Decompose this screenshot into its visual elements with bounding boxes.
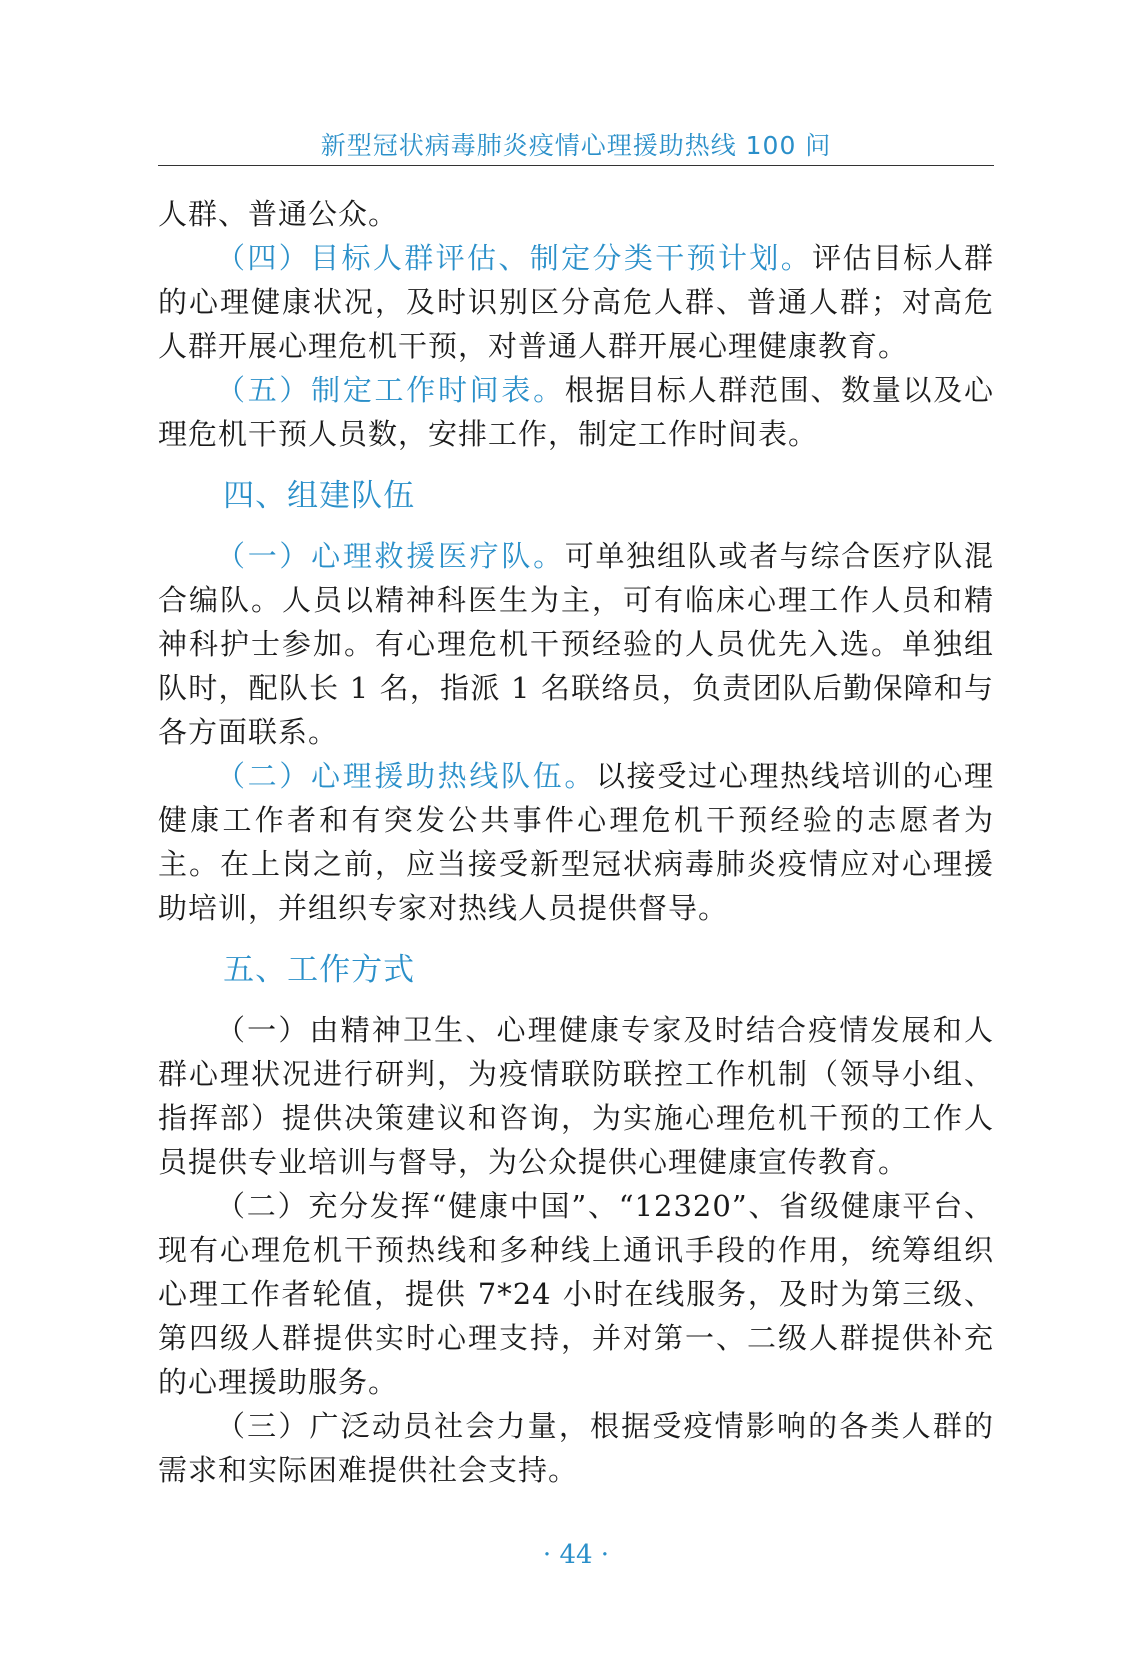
- section-heading-team: 四、组建队伍: [223, 478, 416, 514]
- team-item-two-text: 以接受过心理热线培训的心理健康工作者和有突发公共事件心理危机干预经验的志愿者为主。在上岗之前，应当接受新型冠状病毒肺炎疫情应对心理援助培训，并组织专家对热线人员提供督导。: [158, 759, 994, 925]
- team-item-one-text: 可单独组队或者与综合医疗队混合编队。人员以精神科医生为主，可有临床心理工作人员和精神科护士参加。有心理危机干预经验的人员优先入选。单独组队时，配队长 1 名，指派 1 名联络员，负责团队后勤保障和与各方面联系。: [158, 539, 994, 749]
- team-item-one-lead: （一）心理救援医疗队。: [216, 539, 565, 573]
- item-five-lead: （五）制定工作时间表。: [216, 373, 565, 407]
- header-rule: [158, 165, 994, 166]
- team-item-two-lead: （二）心理援助热线队伍。: [216, 759, 596, 793]
- section-heading-work-methods: 五、工作方式: [223, 952, 416, 988]
- running-header: 新型冠状病毒肺炎疫情心理援助热线 100 问: [320, 131, 832, 160]
- work-method-paragraph: （二）充分发挥“健康中国”、“12320”、省级健康平台、现有心理危机干预热线和多种线上通讯手段的作用，统筹组织心理工作者轮值，提供 7*24 小时在线服务，及时为第三级、第四级人群提供实时心理支持，并对第一、二级人群提供补充的心理援助服务。: [158, 1189, 994, 1399]
- work-method-paragraph: （一）由精神卫生、心理健康专家及时结合疫情发展和人群心理状况进行研判，为疫情联防联控工作机制（领导小组、指挥部）提供决策建议和咨询，为实施心理危机干预的工作人员提供专业培训与督导，为公众提供心理健康宣传教育。: [158, 1013, 994, 1179]
- team-item-one-paragraph: [158, 534, 994, 754]
- item-four-lead: （四）目标人群评估、制定分类干预计划。: [216, 241, 813, 275]
- item-four-paragraph: [158, 236, 994, 368]
- item-five-text: 根据目标人群范围、数量以及心理危机干预人员数，安排工作，制定工作时间表。: [158, 373, 994, 451]
- item-five-paragraph: [158, 368, 994, 456]
- continuation-paragraph: 人群、普通公众。: [158, 197, 399, 231]
- page-body: [158, 192, 994, 1492]
- page-number: · 44 ·: [542, 1540, 610, 1570]
- team-item-two-paragraph: [158, 754, 994, 930]
- work-method-paragraph: （三）广泛动员社会力量，根据受疫情影响的各类人群的需求和实际困难提供社会支持。: [158, 1409, 994, 1487]
- item-four-text: 评估目标人群的心理健康状况，及时识别区分高危人群、普通人群；对高危人群开展心理危机干预，对普通人群开展心理健康教育。: [158, 241, 994, 363]
